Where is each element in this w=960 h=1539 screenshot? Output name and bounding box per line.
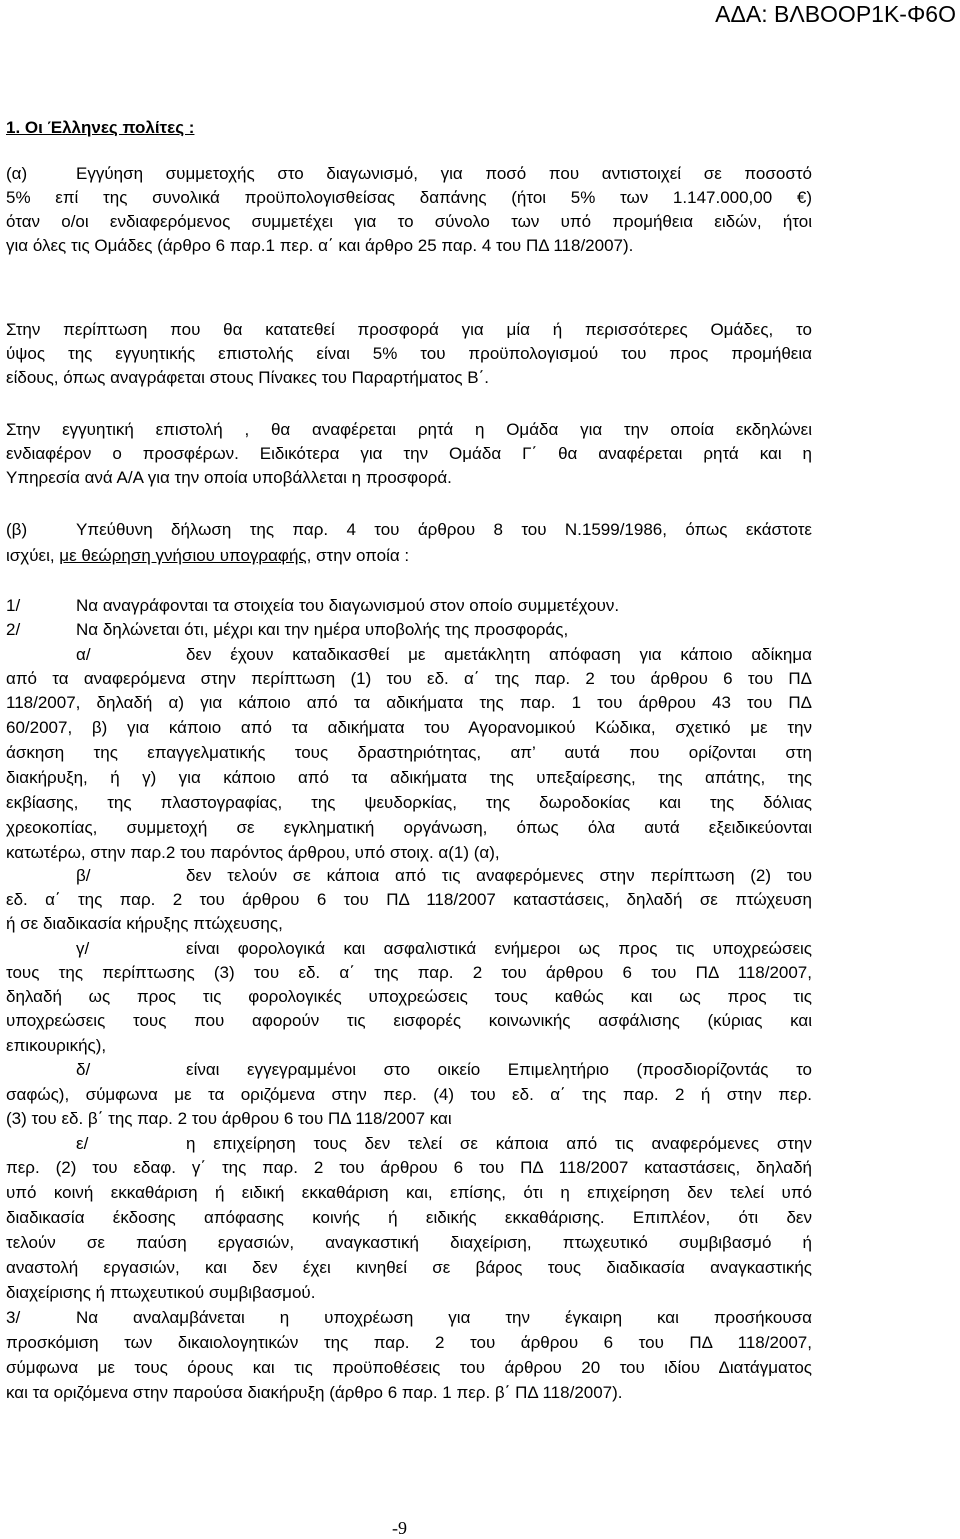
item-2 — [6, 618, 812, 642]
ada-code: ΑΔΑ: ΒΛΒΟΟΡ1Κ-Φ6Ο — [715, 1, 956, 27]
sub-e-line: διαδικασία έκδοσης απόφασης κοινής ή ειδικής εκκαθάρισης. Επιπλέον, ότι δεν — [6, 1208, 812, 1227]
para-b-label: (β) — [6, 520, 28, 539]
sub-e-line: τελούν σε παύση εργασιών, αναγκαστική διαχείριση, πτωχευτικό συμβιβασμό ή — [6, 1233, 812, 1252]
sub-b-text: δεν τελούν σε κάποια από τις αναφερόμενες στην περίπτωση (2) του — [186, 866, 812, 885]
item-1-num: 1/ — [6, 596, 21, 615]
sub-c-line: υποχρεώσεις τους που αφορούν τις εισφορές κοινωνικής ασφάλισης (κύριας και — [6, 1011, 812, 1030]
para-case-line: ύψος της εγγυητικής επιστολής είναι 5% του προϋπολογισμού του προς προμήθεια — [6, 344, 812, 363]
para-a-text: Εγγύηση συμμετοχής στο διαγωνισμό, για ποσό που αντιστοιχεί σε ποσοστό — [76, 164, 812, 183]
sub-e-label: ε/ — [76, 1134, 89, 1153]
para-a-label: (α) — [6, 164, 28, 183]
para-b-line — [6, 518, 812, 542]
para-a-line: 5% επί της συνολικά προϋπολογισθείσας δαπάνης (ήτοι 5% των 1.147.000,00 €) — [6, 188, 812, 207]
sub-a-line: εκβίασης, της πλαστογραφίας, της ψευδορκίας, της δωροδοκίας και της δόλιας — [6, 793, 812, 812]
item-3-num: 3/ — [6, 1308, 21, 1327]
para-letter-line: Υπηρεσία ανά Α/Α για την οποία υποβάλλεται η προσφορά. — [6, 468, 452, 487]
item-3-line: σύμφωνα με τους όρους και τις προϋποθέσεις του άρθρου 20 του ιδίου Διατάγματος — [6, 1358, 812, 1377]
sub-d-line: σαφώς), σύμφωνα με τα οριζόμενα στην περ. (4) του εδ. α΄ της παρ. 2 ή στην περ. — [6, 1085, 812, 1104]
sub-a-label: α/ — [76, 645, 91, 664]
sub-b-line: ή σε διαδικασία κήρυξης πτώχευσης, — [6, 914, 283, 933]
sub-a-line: διακήρυξη, ή γ) για κάποιο από τα αδικήματα της υπεξαίρεσης, της απάτης, της — [6, 768, 812, 787]
para-b-text: Υπεύθυνη δήλωση της παρ. 4 του άρθρου 8 του Ν.1599/1986, όπως εκάστοτε — [76, 520, 812, 539]
para-b-line: ισχύει, με θεώρηση γνήσιου υπογραφής, στην οποία : — [6, 546, 410, 565]
sub-a-line: κατωτέρω, στην παρ.2 του παρόντος άρθρου, υπό στοιχ. α(1) (α), — [6, 843, 500, 862]
page-number: -9 — [392, 1518, 407, 1538]
sub-b-line: εδ. α΄ της παρ. 2 του άρθρου 6 του ΠΔ 118/2007 καταστάσεις, δηλαδή σε πτώχευση — [6, 890, 812, 909]
item-2-text: Να δηλώνεται ότι, μέχρι και την ημέρα υποβολής της προσφοράς, — [76, 620, 569, 639]
item-1 — [6, 594, 812, 618]
sub-d-label: δ/ — [76, 1060, 91, 1079]
para-a-line: για όλες τις Ομάδες (άρθρο 6 παρ.1 περ. α΄ και άρθρο 25 παρ. 4 του ΠΔ 118/2007). — [6, 236, 634, 255]
item-3-line: προσκόμιση των δικαιολογητικών της παρ. 2 του άρθρου 6 του ΠΔ 118/2007, — [6, 1333, 812, 1352]
item-1-text: Να αναγράφονται τα στοιχεία του διαγωνισμού στον οποίο συμμετέχουν. — [76, 596, 620, 615]
signature-certification: με θεώρηση γνήσιου υπογραφής — [59, 546, 307, 565]
item-3-line: και τα οριζόμενα στην παρούσα διακήρυξη (άρθρο 6 παρ. 1 περ. β΄ ΠΔ 118/2007). — [6, 1383, 623, 1402]
para-letter-line: Στην εγγυητική επιστολή , θα αναφέρεται ρητά η Ομάδα για την οποία εκδηλώνει — [6, 420, 812, 439]
para-case-line: Στην περίπτωση που θα κατατεθεί προσφορά για μία ή περισσότερες Ομάδες, το — [6, 320, 812, 339]
para-case-line: είδους, όπως αναγράφεται στους Πίνακες του Παραρτήματος Β΄. — [6, 368, 490, 387]
sub-a-line: χρεοκοπίας, συμμετοχή σε εγκληματική οργάνωση, όπως όλα αυτά εξειδικεύονται — [6, 818, 812, 837]
sub-c-line: τους της περίπτωσης (3) του εδ. α΄ της παρ. 2 του άρθρου 6 του ΠΔ 118/2007, — [6, 963, 812, 982]
para-a-line: όταν ο/οι ενδιαφερόμενος συμμετέχει για το σύνολο των υπό προμήθεια ειδών, ήτοι — [6, 212, 812, 231]
sub-e-line: διαχείρισης ή πτωχευτικού συμβιβασμού. — [6, 1283, 316, 1302]
sub-c-line: δηλαδή ως προς τις φορολογικές υποχρεώσεις τους καθώς και ως προς τις — [6, 987, 812, 1006]
sub-d-line: (3) του εδ. β΄ της παρ. 2 του άρθρου 6 του ΠΔ 118/2007 και — [6, 1109, 452, 1128]
sub-a-line: 60/2007, β) για κάποιο από τα αδικήματα του Αγορανομικού Κώδικα, σχετικό με την — [6, 718, 812, 737]
sub-a-line: 118/2007, δηλαδή α) για κάποιο από τα αδικήματα της παρ. 1 του άρθρου 43 του ΠΔ — [6, 693, 812, 712]
sub-e-text: η επιχείρηση τους δεν τελεί σε κάποια από τις αναφερόμενες στην — [186, 1134, 812, 1153]
item-2-num: 2/ — [6, 620, 21, 639]
sub-b-label: β/ — [76, 866, 91, 885]
sub-a-text: δεν έχουν καταδικασθεί με αμετάκλητη απόφαση για κάποιο αδίκημα — [186, 645, 812, 664]
sub-c-line: επικουρικής), — [6, 1036, 107, 1055]
sub-a-line: άσκηση της επαγγελματικής τους δραστηριότητας, απ’ αυτά που ορίζονται στη — [6, 743, 812, 762]
para-a-line — [6, 162, 812, 186]
sub-a-line: από τα αναφερόμενα στην περίπτωση (1) του εδ. α΄ της παρ. 2 του άρθρου 6 του ΠΔ — [6, 669, 812, 688]
sub-e-line: υπό κοινή εκκαθάριση ή ειδική εκκαθάριση και, επίσης, ότι η επιχείρηση δεν τελεί υπό — [6, 1183, 812, 1202]
item-3-line — [6, 1306, 812, 1330]
para-letter-line: ενδιαφέρον ο προσφέρων. Ειδικότερα για την Ομάδα Γ΄ θα αναφέρεται ρητά και η — [6, 444, 812, 463]
sub-c-text: είναι φορολογικά και ασφαλιστικά ενήμεροι ως προς τις υποχρεώσεις — [186, 939, 812, 958]
item-3-text: Να αναλαμβάνεται η υποχρέωση για την έγκαιρη και προσήκουσα — [76, 1308, 812, 1327]
sub-e-line: αναστολή εργασιών, και δεν έχει κινηθεί σε βάρος τους διαδικασία αναγκαστικής — [6, 1258, 812, 1277]
sub-d-text: είναι εγγεγραμμένοι στο οικείο Επιμελητήριο (προσδιορίζοντάς το — [186, 1060, 812, 1079]
section-title: 1. Οι Έλληνες πολίτες : — [6, 118, 195, 137]
sub-e-line: περ. (2) του εδαφ. γ΄ της παρ. 2 του άρθρου 6 του ΠΔ 118/2007 καταστάσεις, δηλαδή — [6, 1158, 812, 1177]
sub-c-label: γ/ — [76, 939, 90, 958]
